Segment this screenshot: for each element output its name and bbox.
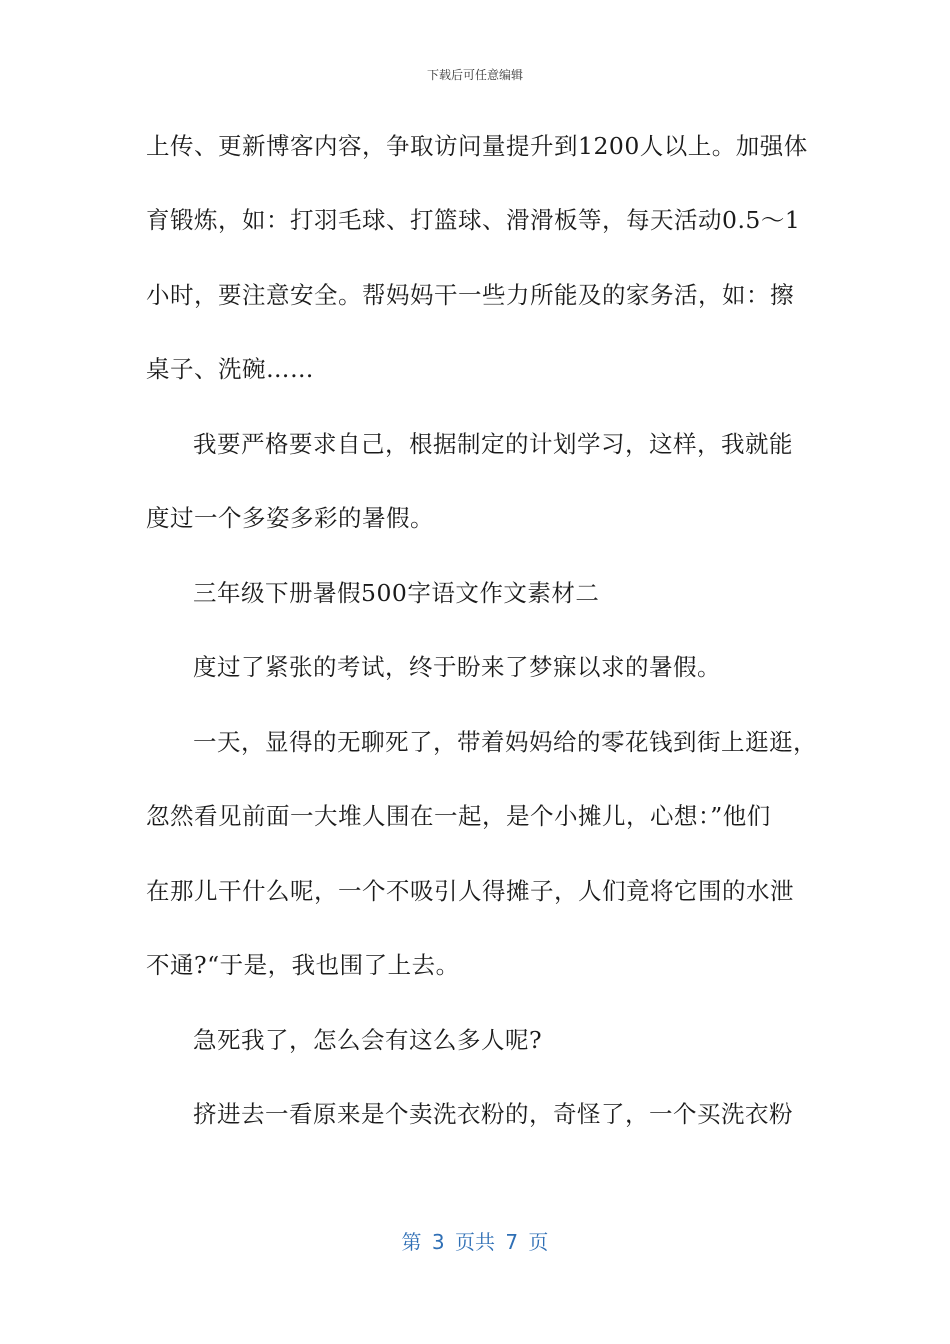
text-line: 度过了紧张的考试，终于盼来了梦寐以求的暑假。 [193, 653, 721, 681]
text-line: 一天，显得的无聊死了，带着妈妈给的零花钱到街上逛逛， [193, 728, 817, 756]
text-line: 我要严格要求自己，根据制定的计划学习，这样，我就能 [193, 430, 793, 458]
text-line: 小时，要注意安全。帮妈妈干一些力所能及的家务活，如：擦 [146, 281, 794, 309]
text-line: 忽然看见前面一大堆人围在一起，是个小摊儿，心想：”他们 [146, 802, 771, 830]
section-title: 三年级下册暑假500字语文作文素材二 [193, 579, 600, 607]
text-line: 上传、更新博客内容，争取访问量提升到1200人以上。加强体 [146, 132, 808, 160]
text-line: 度过一个多姿多彩的暑假。 [146, 504, 434, 532]
text-line: 育锻炼，如：打羽毛球、打篮球、滑滑板等，每天活动0.5～1 [146, 206, 801, 234]
page-header: 下载后可任意编辑 [426, 68, 523, 82]
text-line: 急死我了，怎么会有这么多人呢? [193, 1026, 543, 1054]
text-line: 桌子、洗碗…… [146, 355, 314, 383]
page-number: 第 3 页共 7 页 [401, 1230, 549, 1254]
text-line: 挤进去一看原来是个卖洗衣粉的，奇怪了，一个买洗衣粉 [193, 1100, 793, 1128]
text-line: 不通?“于是，我也围了上去。 [146, 951, 460, 979]
text-line: 在那儿干什么呢，一个不吸引人得摊子，人们竟将它围的水泄 [146, 877, 794, 905]
